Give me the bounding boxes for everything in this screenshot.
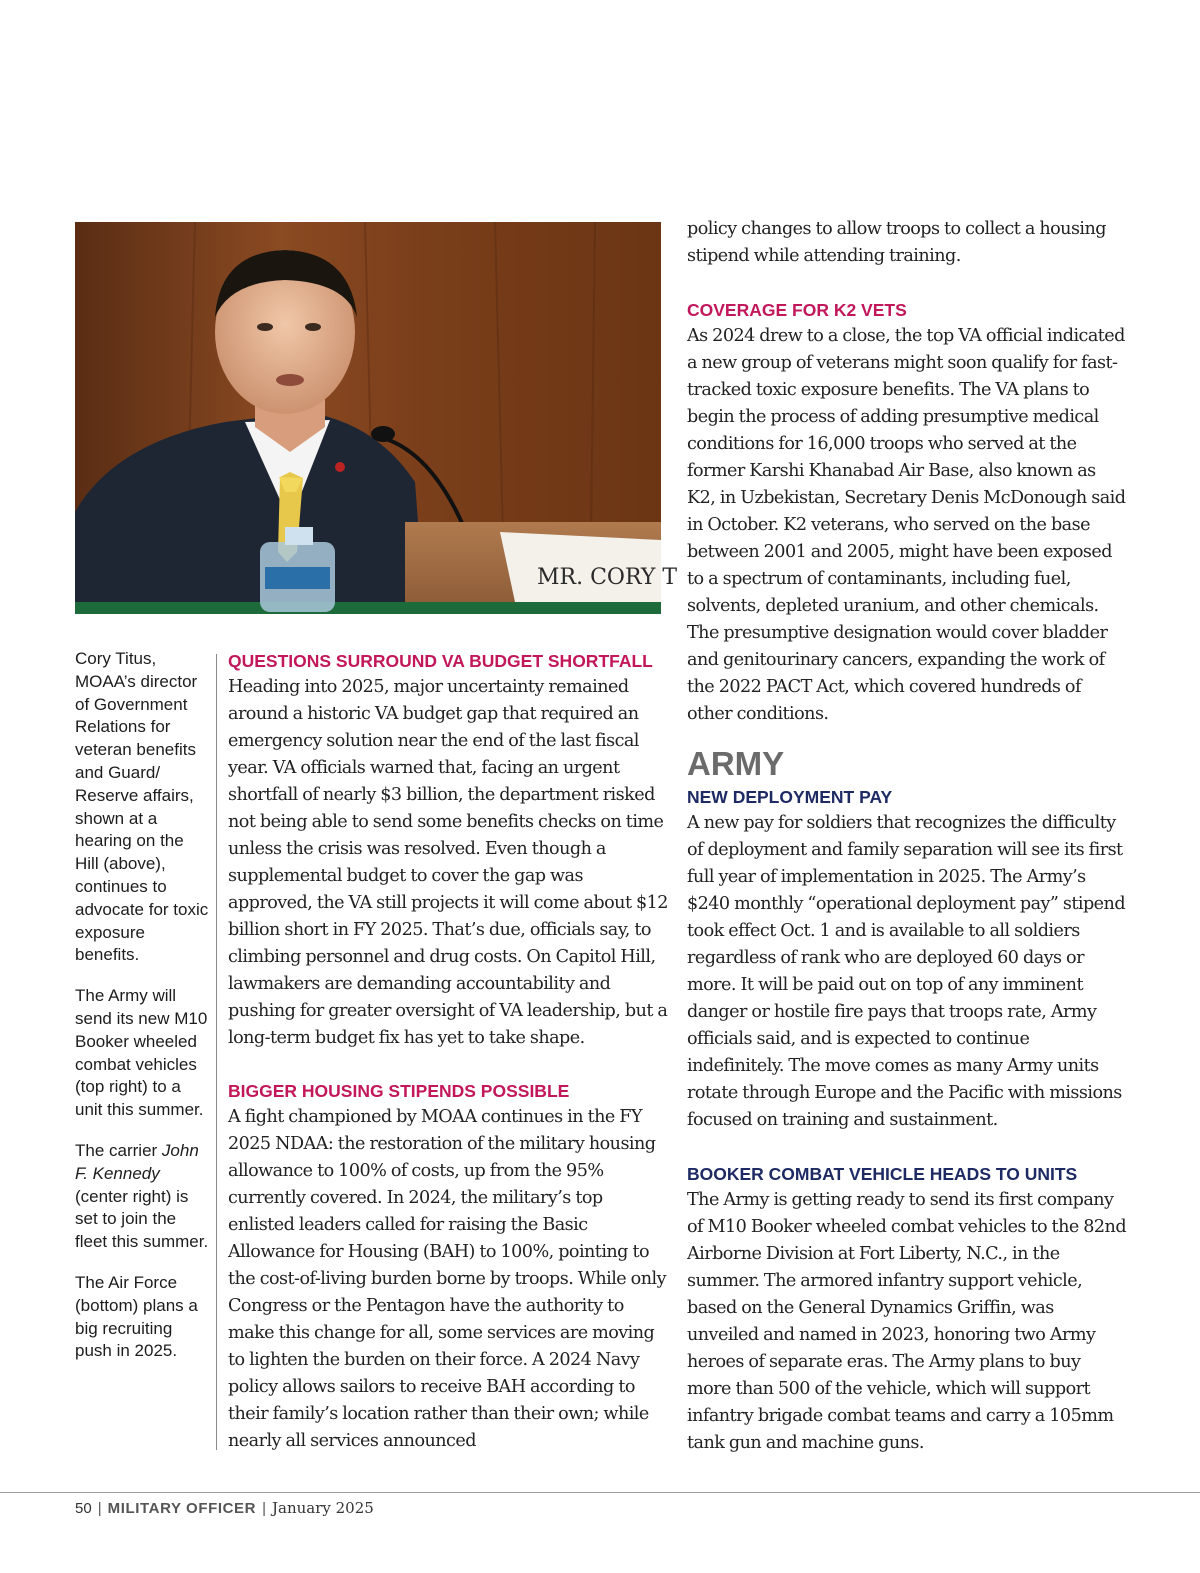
caption-carrier: The carrier John F. Kennedy (center right) is set to join the fleet this summer. [75,1140,209,1252]
middle-column [228,648,668,1455]
column-divider [216,654,217,1450]
photo-captions [75,648,209,1381]
page-footer: 50 | MILITARY OFFICER | January 2025 [75,1499,374,1517]
booker-body: The Army is getting ready to send its first company of M10 Booker wheeled combat vehicles to the 82nd Airborne Division at Fort Liberty, N.C., in the summer. The armored infantry support vehicle, based on the General Dynamics Griffin, was unveiled and named in 2023, honoring two Army heroes of separate eras. The Army plans to buy more than 500 of the vehicle, which will support infantry brigade combat teams and carry a 105mm tank gun and machine guns. [687,1190,1127,1453]
k2-heading: COVERAGE FOR K2 VETS [687,300,907,320]
nameplate-text: MR. CORY T [537,565,678,590]
page-number: 50 [75,1500,92,1517]
deployment-pay-body: A new pay for soldiers that recognizes the difficulty of deployment and family separation will see its first full year of implementation in 2025. The Army’s $240 monthly “operational deployment pay” stipend took effect Oct. 1 and is available to all soldiers regardless of rank who are deployed 60 days or more. It will be paid out on top of any imminent danger or hostile fire pays that troops rate, Army officials said, and is expected to continue indefinitely. The move comes as many Army units rotate through Europe and the Pacific with missions focused on training and sustainment. [687,813,1126,1130]
housing-body: A fight championed by MOAA continues in the FY 2025 NDAA: the restoration of the military housing allowance to 100% of costs, up from the 95% currently covered. In 2024, the military’s top enlisted leaders called for raising the Basic Allowance for Housing (BAH) to 100%, pointing to the cost-of-living burden borne by troops. While only Congress or the Pentagon have the authority to make this change for all, some services are moving to lighten the burden on their force. A 2024 Navy policy allows sailors to receive BAH according to their family’s location rather than their own; while nearly all services announced [228,1107,666,1451]
caption-hearing: Cory Titus, MOAA’s director of Government Relations for veteran benefits and Guard/ Reserve affairs, shown at a hearing on the Hill (above), continues to advocate for toxic exposure benefits. [75,649,209,965]
issue-date: January 2025 [271,1499,374,1517]
deployment-pay-heading: NEW DEPLOYMENT PAY [687,787,893,807]
caption-air-force: The Air Force (bottom) plans a big recruiting push in 2025. [75,1272,198,1361]
right-column [687,216,1127,1457]
footer-rule [0,1492,1200,1493]
caption-booker: The Army will send its new M10 Booker wheeled combat vehicles (top right) to a unit this summer. [75,986,208,1120]
hearing-photo [75,222,678,614]
k2-body: As 2024 drew to a close, the top VA official indicated a new group of veterans might soon qualify for fast-tracked toxic exposure benefits. The VA plans to begin the process of adding presumptive medical conditions for 16,000 troops who served at the former Karshi Khanabad Air Base, also known as K2, in Uzbekistan, Secretary Denis McDonough said in October. K2 veterans, who served on the base between 2001 and 2005, might have been exposed to a spectrum of contaminants, including fuel, solvents, depleted uranium, and other chemicals. The presumptive designation would cover bladder and genitourinary cancers, expanding the work of the 2022 PACT Act, which covered hundreds of other conditions. [687,326,1126,724]
va-budget-heading: QUESTIONS SURROUND VA BUDGET SHORTFALL [228,651,653,671]
magazine-title: MILITARY OFFICER [107,1500,257,1517]
army-section-heading: ARMY [687,745,785,782]
housing-heading: BIGGER HOUSING STIPENDS POSSIBLE [228,1081,570,1101]
continued-paragraph: policy changes to allow troops to collect a housing stipend while attending training. [687,219,1107,266]
booker-heading: BOOKER COMBAT VEHICLE HEADS TO UNITS [687,1164,1078,1184]
va-budget-body: Heading into 2025, major uncertainty remained around a historic VA budget gap that required an emergency solution near the end of the last fiscal year. VA officials warned that, facing an urgent shortfall of nearly $3 billion, the department risked not being able to send some benefits checks on time unless the crisis was resolved. Even though a supplemental budget to cover the gap was approved, the VA still projects it will come about $12 billion short in FY 2025. That’s due, officials say, to climbing personnel and drug costs. On Capitol Hill, lawmakers are demanding accountability and pushing for greater oversight of VA leadership, but a long-term budget fix has yet to take shape. [228,677,668,1048]
